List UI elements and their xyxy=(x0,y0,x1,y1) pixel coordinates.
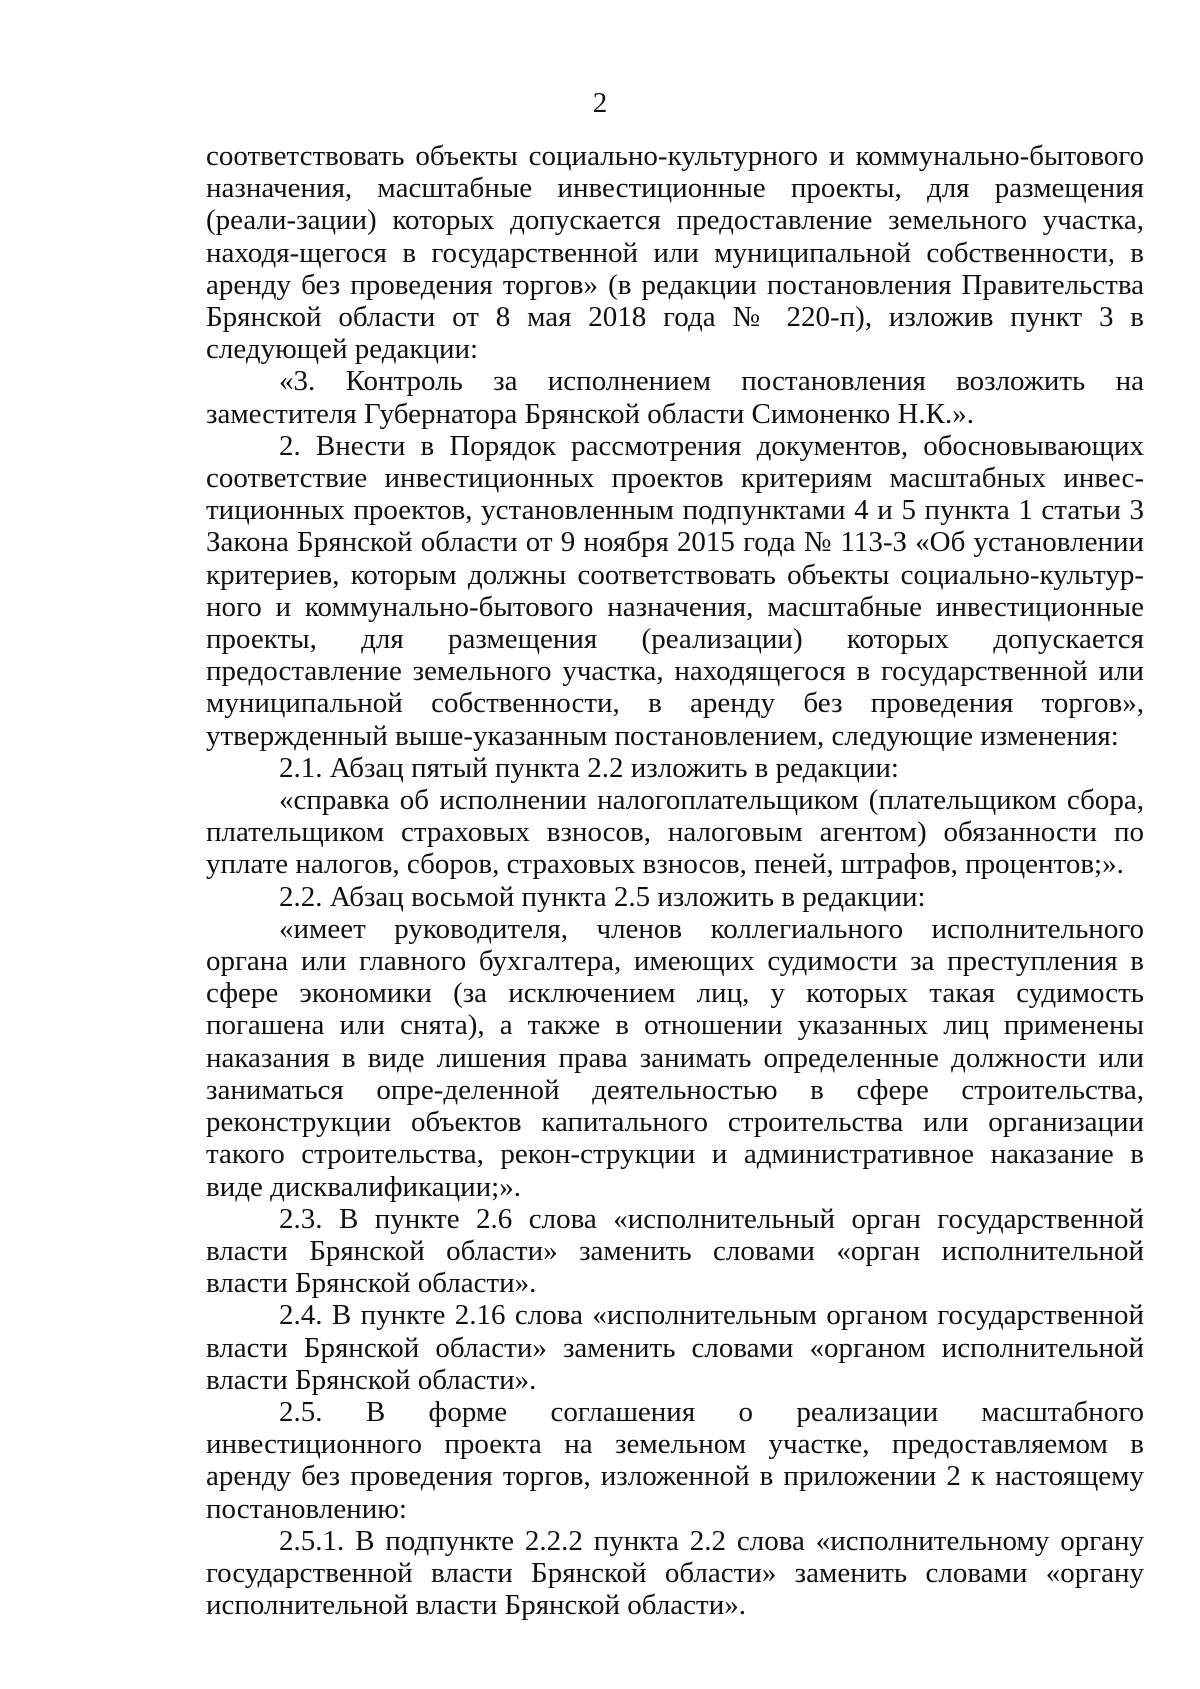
paragraph-continuation: соответствовать объекты социально-культурного и коммунально-бытового назначения, масштабные инвестиционные проекты, для размещения (реали-зации) которых допускается предоставление земельного участка, находя-щегося в государственной или муниципальной собственности, в аренду без проведения торгов» (в редакции постановления Правительства Брянской области от 8 мая 2018 года № 220-п), изложив пункт 3 в следующей редакции: xyxy=(206,140,1144,366)
paragraph-item-2-1: 2.1. Абзац пятый пункта 2.2 изложить в редакции: xyxy=(279,751,899,784)
paragraph-item-2-5: 2.5. В форме соглашения о реализации масштабного инвестиционного проекта на земельном участке, предоставляемом в аренду без проведения торгов, изложенной в приложении 2 к настоящему постановлению: xyxy=(206,1395,1144,1525)
paragraph-quote-2-1: «справка об исполнении налогоплательщиком (плательщиком сбора, плательщиком страховых взносов, налоговым агентом) обязанности по уплате налогов, сборов, страховых взносов, пеней, штрафов, процентов;». xyxy=(206,784,1144,881)
paragraph-item-2-2: 2.2. Абзац восьмой пункта 2.5 изложить в редакции: xyxy=(279,880,926,913)
page-number: 2 xyxy=(592,87,608,119)
paragraph-quoted-item-3: «3. Контроль за исполнением постановления возложить на заместителя Губернатора Брянской области Симоненко Н.К.». xyxy=(206,365,1144,430)
document-body xyxy=(206,140,1144,1621)
paragraph-quote-2-2: «имеет руководителя, членов коллегиального исполнительного органа или главного бухгалтера, имеющих судимости за преступления в сфере экономики (за исключением лиц, у которых такая судимость погашена или снята), а также в отношении указанных лиц применены наказания в виде лишения права занимать определенные должности или заниматься опре-деленной деятельностью в сфере строительства, реконструкции объектов капитального строительства или организации такого строительства, рекон-струкции и административное наказание в виде дисквалификации;». xyxy=(206,912,1144,1203)
paragraph-item-2-5-1: 2.5.1. В подпункте 2.2.2 пункта 2.2 слова «исполнительному органу государственной власти Брянской области» заменить словами «органу исполнительной власти Брянской области». xyxy=(206,1524,1144,1622)
paragraph-item-2-3: 2.3. В пункте 2.6 слова «исполнительный орган государственной власти Брянской области» заменить словами «орган исполнительной власти Брянской области». xyxy=(206,1202,1144,1300)
paragraph-item-2-4: 2.4. В пункте 2.16 слова «исполнительным органом государственной власти Брянской области» заменить словами «органом исполнительной власти Брянской области». xyxy=(206,1299,1144,1396)
paragraph-item-2: 2. Внести в Порядок рассмотрения документов, обосновывающих соответствие инвестиционных проектов критериям масштабных инвес-тиционных проектов, установленным подпунктами 4 и 5 пункта 1 статьи 3 Закона Брянской области от 9 ноября 2015 года № 113-З «Об установлении критериев, которым должны соответствовать объекты социально-культур-ного и коммунально-бытового назначения, масштабные инвестиционные проекты, для размещения (реализации) которых допускается предоставление земельного участка, находящегося в государственной или муниципальной собственности, в аренду без проведения торгов», утвержденный выше-указанным постановлением, следующие изменения: xyxy=(206,429,1144,752)
